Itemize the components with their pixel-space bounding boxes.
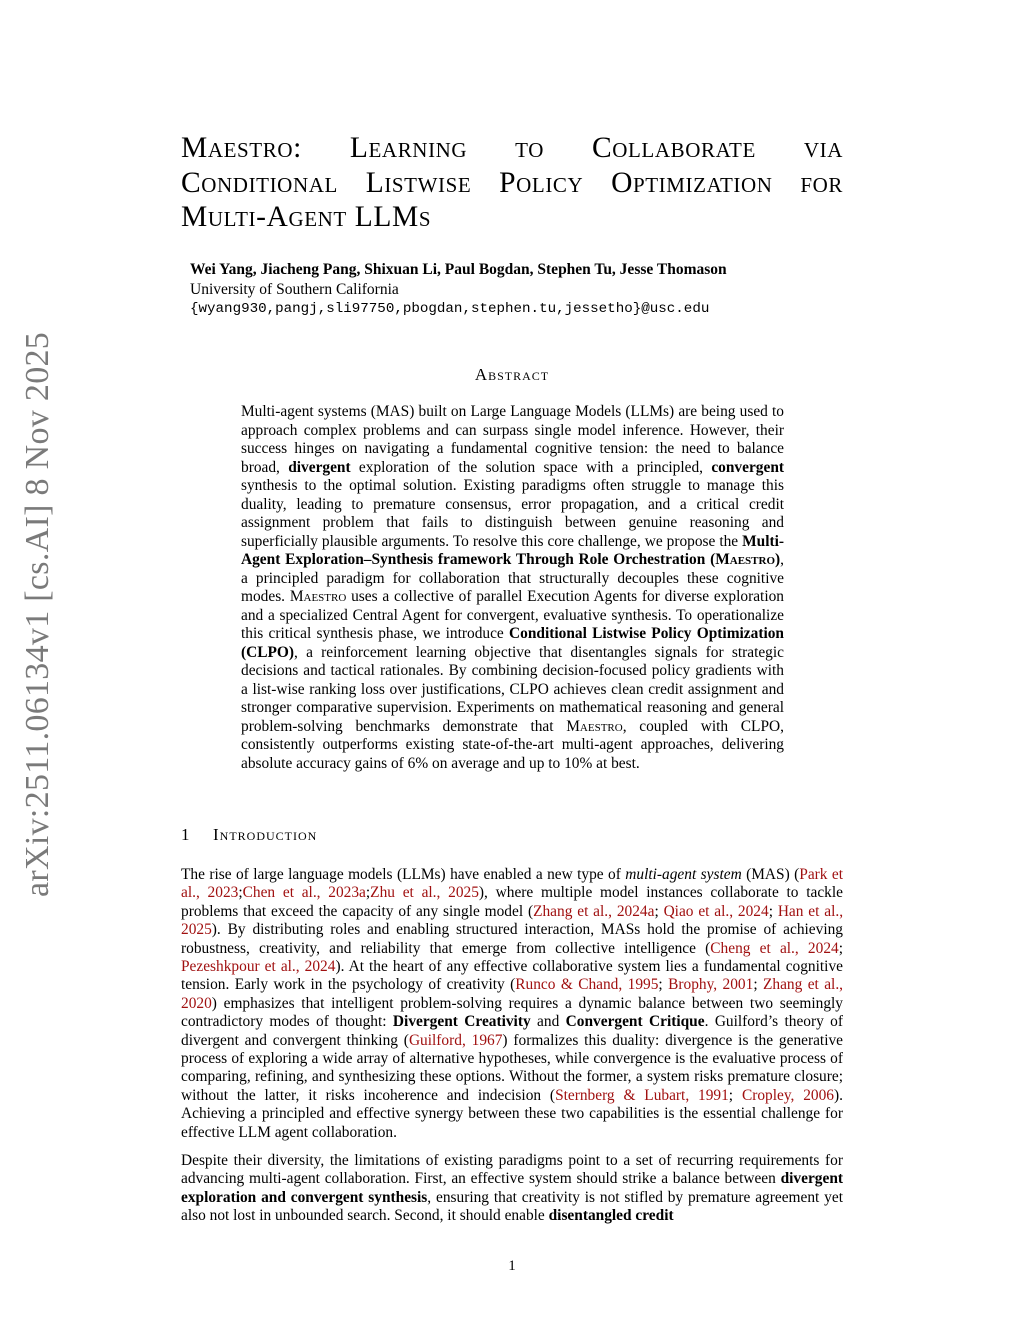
- citation-link[interactable]: Zhu et al., 2025: [370, 884, 479, 902]
- text-span: The rise of large language models (LLMs) have enabled a new type of: [181, 866, 626, 883]
- bold-span: Convergent Critique: [565, 1013, 705, 1031]
- arxiv-identifier-stamp: arXiv:2511.06134v1 [cs.AI] 8 Nov 2025: [19, 331, 56, 897]
- citation-link[interactable]: Runco & Chand, 1995: [515, 976, 659, 994]
- text-span: (MAS) (: [741, 866, 800, 883]
- abstract-span: exploration of the solution space with a principled,: [350, 458, 712, 476]
- citation-link[interactable]: Sternberg & Lubart, 1991: [555, 1086, 729, 1104]
- citation-link[interactable]: Guilford, 1967: [408, 1031, 503, 1049]
- text-span: ) emphasizes that intelligent problem-solving requires a dynamic balance between two seemingly contradictory modes of thought:: [181, 994, 843, 1031]
- text-span: and: [530, 1013, 566, 1031]
- abstract-bold: divergent: [288, 458, 351, 476]
- citation-link[interactable]: Qiao et al., 2024: [663, 902, 769, 920]
- abstract-heading: Abstract: [474, 365, 550, 384]
- italic-span: multi-agent system: [625, 866, 742, 883]
- abstract-span: uses a collective of parallel Execution Agents for diverse exploration and a specialized Central Agent for convergent, evaluative synthesis. To operationalize this critical synthesis phase, we introduce: [241, 588, 784, 642]
- abstract-span: , a reinforcement learning objective that disentangles signals for strategic decisions and tactical rationales. By combining decision-focused policy gradients with a list-wise ranking loss over justifications, CLPO achieves clean credit assignment and stronger comparative supervision. Experiments on mathematical reasoning and general problem-solving benchmarks demonstrate that: [241, 643, 784, 735]
- text-span: ) formalizes this duality: divergence is the generative process of exploring a wide array of alternative hypotheses, while convergence is the evaluative process of comparing, refining, and synthesizing these options. Without the former, a system risks premature closure; without the latter, it risks incoherence and indecision (: [181, 1031, 844, 1104]
- bold-span: Divergent Creativity: [392, 1013, 531, 1031]
- citation-link[interactable]: Pezeshkpour et al., 2024: [181, 958, 336, 976]
- bold-span: disentangled credit: [548, 1207, 674, 1225]
- citation-link[interactable]: Cheng et al., 2024: [710, 939, 839, 957]
- abstract-smallcaps: Maestro: [566, 717, 623, 735]
- section-number: 1: [181, 825, 190, 844]
- abstract-bold-smallcaps: Maestro: [715, 551, 775, 568]
- page-number: 1: [508, 1258, 516, 1274]
- abstract-span: , coupled with CLPO, consistently outperforms existing state-of-the-art multi-agent approaches, delivering absolute accuracy gains of 6% on average and up to 10% at best.: [241, 717, 784, 772]
- citation-link[interactable]: Brophy, 2001: [668, 976, 754, 994]
- text-span: ), where multiple model instances collaborate to tackle problems that exceed the capacity of any single model (: [181, 884, 843, 920]
- abstract-span: Multi-agent systems (MAS) built on Large Language Models (LLMs) are being used to approach complex problems and can surpass single model inference. However, their success hinges on navigating a fundamental cognitive tension: the need to balance broad,: [241, 403, 784, 476]
- author-names: Wei Yang, Jiacheng Pang, Shixuan Li, Paul Bogdan, Stephen Tu, Jesse Thomason: [190, 261, 727, 278]
- text-span: ). By distributing roles and enabling structured interaction, MASs hold the promise of achieving robustness, creativity, and reliability that emerge from collective intelligence (: [181, 921, 843, 957]
- abstract-bold: Multi-Agent Exploration–Synthesis framework Through Role Orchestration: [241, 532, 784, 568]
- intro-paragraph-2: [181, 1152, 843, 1226]
- text-span: ). Achieving a principled and effective synergy between these two capabilities is the essential challenge for effective LLM agent collaboration.: [181, 1086, 843, 1141]
- intro-paragraph-1: The rise of large language models (LLMs) have enabled a new type of multi-agent system (MAS) (Park et al., 2023;Chen et al., 2023a;Zhu et al., 2025), where multiple model instances collaborate to tackle problems that exceed the capacity of any single model (Zhang et al., 2024a; Qiao et al., 2024; Han et al., 2025). By distributing roles and enabling structured interaction, MASs hold the promise of achieving robustness, creativity, and reliability that emerge from collective intelligence (Cheng et al., 2024; Pezeshkpour et al., 2024). At the heart of any effective collaborative system lies a fundamental cognitive tension. Early work in the psychology of creativity (Runco & Chand, 1995; Brophy, 2001; Zhang et al., 2020) emphasizes that intelligent problem-solving requires a dynamic balance between two seemingly contradictory modes of thought: Divergent Creativity and Convergent Critique. Guilford’s theory of divergent and convergent thinking (Guilford, 1967) formalizes this duality: divergence is the generative process of exploring a wide array of alternative hypotheses, while convergence is the evaluative process of comparing, refining, and synthesizing these options. Without the former, a system risks premature closure; without the latter, it risks incoherence and indecision (Sternberg & Lubart, 1991; Cropley, 2006). Achieving a principled and effective synergy between these two capabilities is the essential challenge for effective LLM agent collaboration.: [181, 866, 844, 1141]
- paper-title: Maestro: Learning to Collaborate via Conditional Listwise Policy Optimization for Multi-Agent LLMs: [181, 132, 843, 233]
- abstract-smallcaps: Maestro: [289, 588, 347, 605]
- section-heading: [181, 825, 581, 845]
- bold-span: divergent exploration and convergent synthesis: [181, 1170, 843, 1206]
- text-span: . Guilford’s theory of divergent and convergent thinking (: [181, 1013, 843, 1049]
- citation-link[interactable]: Chen et al., 2023a: [242, 884, 366, 902]
- text-span: , ensuring that creativity is not stifled by premature agreement yet also not lost in unbounded search. Second, it should enable: [181, 1188, 843, 1225]
- text-span: Despite their diversity, the limitations of existing paradigms point to a set of recurring requirements for advancing multi-agent collaboration. First, an effective system should strike a balance between: [181, 1152, 843, 1188]
- author-block: [190, 260, 840, 319]
- abstract-span: , a principled paradigm for collaboration that structurally decouples these cognitive modes.: [241, 551, 784, 605]
- abstract-bold: (: [705, 551, 716, 568]
- abstract-bold: ): [775, 551, 781, 568]
- citation-link[interactable]: Han et al., 2025: [181, 902, 844, 939]
- author-affiliation: University of Southern California: [190, 281, 399, 298]
- citation-link[interactable]: Cropley, 2006: [741, 1086, 835, 1104]
- citation-link[interactable]: Zhang et al., 2020: [181, 976, 844, 1012]
- section-title: Introduction: [213, 825, 318, 844]
- citation-link[interactable]: Park et al., 2023: [181, 866, 843, 902]
- author-emails: {wyang930,pangj,sli97750,pbogdan,stephen.tu,jessetho}@usc.edu: [190, 301, 710, 317]
- abstract-text: [241, 403, 784, 773]
- abstract-span: synthesis to the optimal solution. Existing paradigms often struggle to manage this duality, leading to premature consensus, error propagation, and a critical credit assignment problem that fails to distinguish between genuine reasoning and superficially plausible arguments. To resolve this core challenge, we propose the: [241, 477, 784, 550]
- text-span: ). At the heart of any effective collaborative system lies a fundamental cognitive tension. Early work in the psychology of creativity (: [181, 958, 843, 994]
- abstract-bold: Conditional Listwise Policy Optimization (CLPO): [241, 625, 784, 661]
- abstract-bold: convergent: [711, 458, 784, 476]
- citation-link[interactable]: Zhang et al., 2024a: [533, 902, 655, 920]
